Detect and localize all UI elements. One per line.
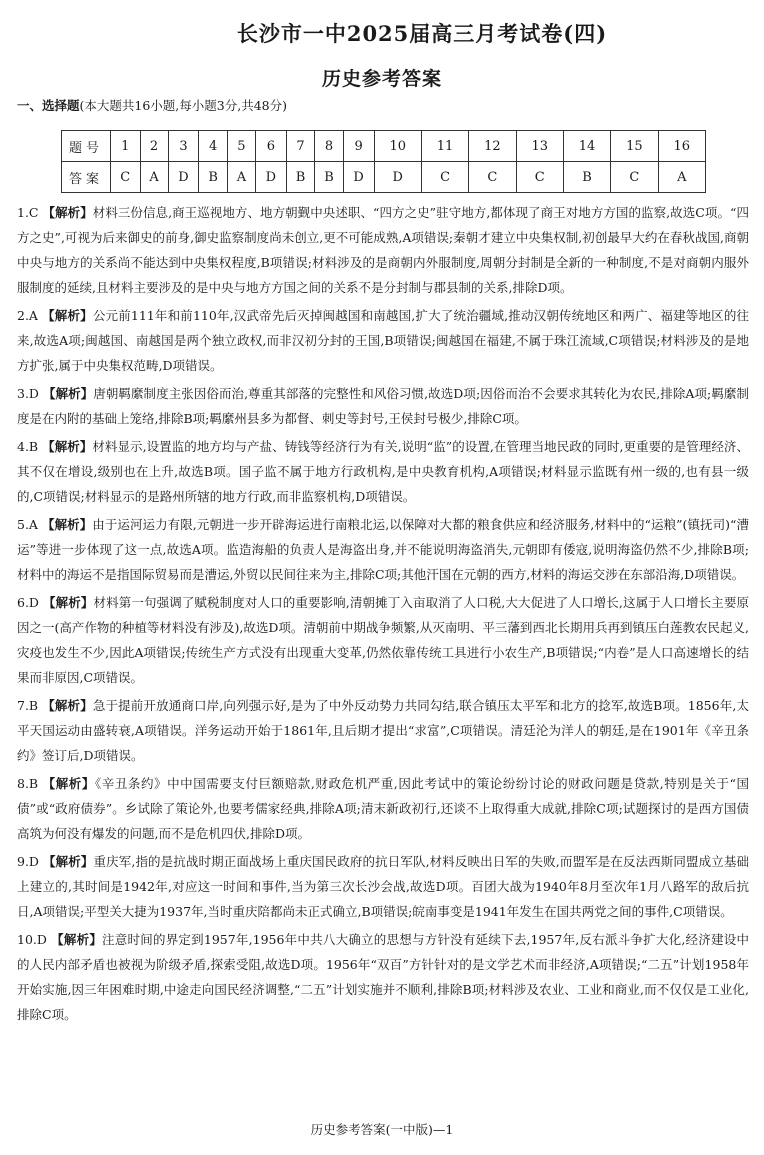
explanation-item: [17, 927, 749, 1027]
analysis-tag: 【解析】: [42, 308, 93, 323]
page-footer: 历史参考答案(一中版)—1: [310, 1122, 454, 1137]
item-number: 3.D: [17, 386, 39, 401]
question-number: 16: [658, 131, 705, 162]
row-header-number: 题号: [62, 131, 111, 162]
item-number: 5.A: [17, 517, 38, 532]
item-number: 9.D: [17, 854, 39, 869]
item-text: 唐朝羁縻制度主张因俗而治,尊重其部落的完整性和风俗习惯,故选D项;因俗而治不会要求其转化为农民,排除A项;羁縻制度是在内附的基础上笼络,排除B项;羁縻州县多为都督、刺史等封号,王侯封号极少,排除C项。: [17, 386, 749, 426]
explanation-item: [17, 849, 749, 924]
section-label: 一、选择题: [17, 98, 80, 113]
analysis-tag: 【解析】: [42, 698, 93, 713]
question-number: 13: [516, 131, 563, 162]
answer-cell: B: [199, 162, 227, 193]
answer-cell: D: [255, 162, 286, 193]
explanation-item: [17, 693, 749, 768]
item-text: 材料显示,设置监的地方均与产盐、铸钱等经济行为有关,说明“监”的设置,在管理当地民政的同时,更重要的是管理经济、其不仅在增设,级别也在上升,故选B项。国子监不属于地方行政机构,是中央教育机构,A项错误;材料显示监既有州一级的,也有县一级的,C项错误;材料显示的是路州所辖的地方行政,而非监察机构,D项错误。: [17, 439, 749, 504]
item-number: 7.B: [17, 698, 39, 713]
item-text: 注意时间的界定到1957年,1956年中共八大确立的思想与方针没有延续下去,1957年,反右派斗争扩大化,经济建设中的人民内部矛盾也被视为阶级矛盾,探索受阻,故选D项。1956年“双百”方针针对的是文学艺术而非经济,A项错误;“二五”计划1958年开始实施,因三年困难时期,中途走向国民经济调整,“二五”计划实施并不顺利,排除B项;材料涉及农业、工业和商业,而不仅仅是工业化,排除C项。: [17, 932, 749, 1022]
question-number: 3: [168, 131, 199, 162]
answer-table-answer-row: [62, 162, 706, 193]
question-number: 7: [286, 131, 314, 162]
analysis-tag: 【解析】: [43, 595, 94, 610]
answer-cell: B: [286, 162, 314, 193]
answer-cell: C: [421, 162, 468, 193]
question-number: 10: [374, 131, 421, 162]
section-heading: [17, 96, 287, 114]
explanation-item: [17, 512, 749, 587]
item-text: 急于提前开放通商口岸,向列强示好,是为了中外反动势力共同勾结,联合镇压太平军和北方的捻军,故选B项。1856年,太平天国运动由盛转衰,A项错误。洋务运动开始于1861年,且后期才提出“求富”,C项错误。清廷沦为洋人的朝廷,是在1901年《辛丑条约》签订后,D项错误。: [17, 698, 749, 763]
section-note: (本大题共16小题,每小题3分,共48分): [79, 98, 287, 113]
question-number: 4: [199, 131, 227, 162]
explanation-item: [17, 590, 749, 690]
page-title: 长沙市一中2025届高三月考试卷(四): [236, 21, 608, 46]
row-header-answer: 答案: [62, 162, 111, 193]
analysis-tag: 【解析】: [42, 205, 93, 220]
explanation-item: [17, 434, 749, 509]
analysis-tag: 【解析】: [42, 776, 95, 791]
answer-cell: A: [658, 162, 705, 193]
question-number: 1: [111, 131, 141, 162]
item-text: 公元前111年和前110年,汉武帝先后灭掉闽越国和南越国,扩大了统治疆域,推动汉朝传统地区和两广、福建等地区的往来,故选A项;闽越国、南越国是两个独立政权,而非汉初分封的王国,B项错误;闽越国在福建,不属于珠江流域,C项错误;材料涉及的是地方扩张,属于中央集权范畴,D项错误。: [17, 308, 749, 373]
answer-cell: A: [227, 162, 255, 193]
answer-cell: C: [611, 162, 658, 193]
item-number: 1.C: [17, 205, 39, 220]
question-number: 12: [469, 131, 516, 162]
answer-cell: B: [563, 162, 610, 193]
item-text: 材料第一句强调了赋税制度对人口的重要影响,清朝摊丁入亩取消了人口税,大大促进了人口增长,这属于人口增长主要原因之一(高产作物的种植等材料没有涉及),故选D项。清朝前中期战争频繁,从灭南明、平三藩到西北长期用兵再到镇压白莲教农民起义,灾疫也发生不少,因此A项错误;传统生产方式没有出现重大变革,仍然依靠传统工具进行小农生产,B项错误;“内卷”是人口高速增长的结果而非原因,C项错误。: [17, 595, 749, 685]
question-number: 6: [255, 131, 286, 162]
answer-table-number-row: [62, 131, 706, 162]
item-text: 由于运河运力有限,元朝进一步开辟海运进行南粮北运,以保障对大都的粮食供应和经济服务,材料中的“运粮”(镇抚司)“漕运”等进一步体现了这一点,故选A项。监造海船的负责人是海盗出身,并不能说明海盗消失,元朝即有倭寇,说明海盗仍然不少,排除B项;材料中的海运不是指国际贸易而是漕运,外贸以民间往来为主,排除C项;其他汗国在元朝的西方,材料的海运交涉在东部沿海,D项错误。: [17, 517, 749, 582]
item-text: 材料三份信息,商王巡视地方、地方朝觐中央述职、“四方之史”驻守地方,都体现了商王对地方方国的监察,故选C项。“四方之史”,可视为后来御史的前身,御史监察制度尚未创立,更不可能成熟,A项错误;秦朝才建立中央集权制,初创最早大约在春秋战国,商朝中央与地方的关系尚不能达到中央集权程度,B项错误;材料涉及的是商朝内外服制度,周朝分封制是全新的一种制度,不是对商朝内服外服制度的延续,且材料主要涉及的是中央与地方方国之间的关系不是分封制与郡县制的关系,排除D项。: [17, 205, 749, 295]
answer-cell: C: [469, 162, 516, 193]
explanation-item: [17, 771, 749, 846]
answer-cell: C: [516, 162, 563, 193]
analysis-tag: 【解析】: [42, 517, 93, 532]
explanation-item: [17, 303, 749, 378]
explanation-item: [17, 200, 749, 300]
answer-cell: D: [374, 162, 421, 193]
page-subtitle: 历史参考答案: [321, 68, 442, 90]
question-number: 11: [421, 131, 468, 162]
question-number: 14: [563, 131, 610, 162]
answer-cell: C: [111, 162, 141, 193]
item-number: 8.B: [17, 776, 39, 791]
question-number: 9: [343, 131, 374, 162]
item-text: 《辛丑条约》中中国需要支付巨额赔款,财政危机严重,因此考试中的策论纷纷讨论的财政问题是贷款,特别是关于“国债”或“政府债券”。乡试除了策论外,也要考儒家经典,排除A项;清末新政初行,还谈不上取得重大成就,排除C项;试题探讨的是西方国债高筑为何没有爆发的问题,而不是危机四伏,排除D项。: [17, 776, 749, 841]
question-number: 8: [315, 131, 343, 162]
question-number: 2: [140, 131, 168, 162]
analysis-tag: 【解析】: [43, 854, 94, 869]
answer-cell: D: [343, 162, 374, 193]
answer-cell: D: [168, 162, 199, 193]
item-number: 10.D: [17, 932, 47, 947]
analysis-tag: 【解析】: [51, 932, 103, 947]
analysis-tag: 【解析】: [43, 386, 94, 401]
analysis-tag: 【解析】: [42, 439, 93, 454]
question-number: 5: [227, 131, 255, 162]
explanation-list: [17, 200, 749, 1030]
explanation-item: [17, 381, 749, 431]
answer-table: [61, 130, 706, 193]
question-number: 15: [611, 131, 658, 162]
item-text: 重庆军,指的是抗战时期正面战场上重庆国民政府的抗日军队,材料反映出日军的失败,而盟军是在反法西斯同盟成立基础上建立的,其时间是1942年,对应这一时间和事件,当为第三次长沙会战,故选D项。百团大战为1940年8月至次年1月八路军的敌后抗日,A项错误;平型关大捷为1937年,当时重庆陪都尚未正式确立,B项错误;皖南事变是1941年发生在国共两党之间的事件,C项错误。: [17, 854, 749, 919]
answer-cell: B: [315, 162, 343, 193]
answer-cell: A: [140, 162, 168, 193]
item-number: 6.D: [17, 595, 39, 610]
item-number: 4.B: [17, 439, 39, 454]
item-number: 2.A: [17, 308, 38, 323]
